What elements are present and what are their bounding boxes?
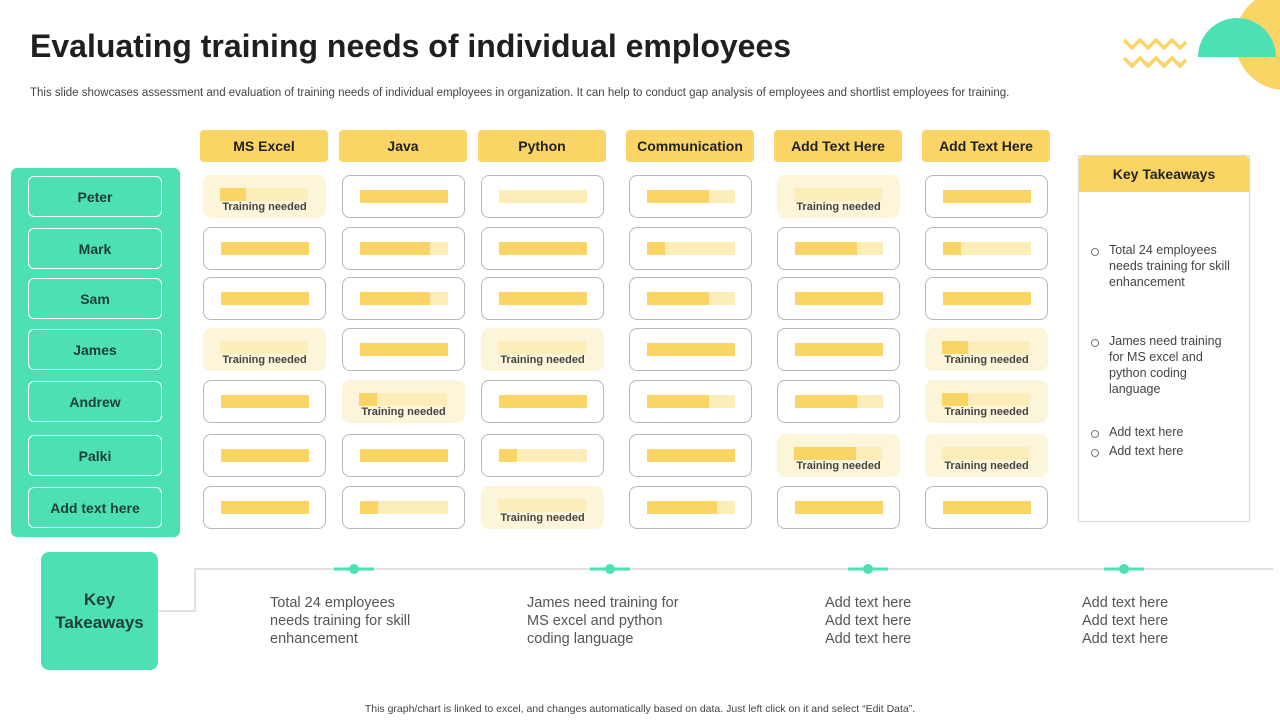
skill-cell (203, 277, 326, 320)
page-title: Evaluating training needs of individual employees (30, 28, 792, 64)
skill-cell (777, 486, 900, 529)
employee-name: Add text here (28, 487, 162, 528)
key-takeaway-item: Total 24 employees needs training for skill enhancement (1109, 243, 1230, 289)
skill-cell (925, 227, 1048, 270)
bottom-text-line: Add text here (825, 631, 912, 647)
skill-cell-training-needed (342, 380, 465, 423)
skill-bar-fill (795, 501, 883, 514)
skill-cell (203, 227, 326, 270)
skill-bar-track (499, 395, 587, 408)
column-header: MS Excel (200, 130, 328, 162)
skill-bar-fill (499, 242, 587, 255)
skill-cell (629, 277, 752, 320)
skill-bar-fill (943, 242, 961, 255)
skill-cell-training-needed (481, 328, 604, 371)
skill-bar-track (647, 501, 735, 514)
skill-bar-fill (943, 190, 1031, 203)
column-header: Python (478, 130, 606, 162)
skill-cell (777, 380, 900, 423)
skill-bar-track (795, 343, 883, 356)
key-takeaway-item: James need training for MS excel and python coding language (1109, 334, 1222, 396)
skill-bar-fill (359, 393, 377, 406)
skill-bar-track (942, 341, 1030, 354)
skill-bar-track (499, 190, 587, 203)
skill-bar-track (647, 242, 735, 255)
skill-cell-training-needed (777, 434, 900, 477)
skill-bar-track (499, 449, 587, 462)
skill-bar-fill (647, 242, 665, 255)
skill-bar-track (360, 501, 448, 514)
skill-bar-fill (360, 449, 448, 462)
skill-cell (342, 434, 465, 477)
skill-bar-fill (942, 393, 968, 406)
key-takeaways-box (41, 552, 158, 670)
skill-bar-track (647, 449, 735, 462)
skill-cell-training-needed (925, 380, 1048, 423)
bottom-takeaway-text (527, 594, 707, 648)
skill-cell (342, 486, 465, 529)
skill-bar-track (220, 188, 308, 201)
skill-cell (203, 434, 326, 477)
skill-bar-track (360, 343, 448, 356)
skill-bar-fill (943, 501, 1031, 514)
skill-bar-fill (360, 501, 378, 514)
skill-bar-track (794, 447, 882, 460)
skill-bar-track (943, 292, 1031, 305)
key-takeaways-panel-heading: Key Takeaways (1079, 156, 1249, 192)
skill-cell (629, 227, 752, 270)
skill-cell (629, 486, 752, 529)
skill-bar-track (647, 292, 735, 305)
skill-cell (203, 380, 326, 423)
skill-bar-track (795, 292, 883, 305)
skill-bar-track (795, 395, 883, 408)
key-takeaway-item: Add text here (1109, 444, 1184, 458)
skill-bar-fill (221, 242, 309, 255)
key-takeaways-panel (1078, 155, 1250, 522)
skill-cell (925, 486, 1048, 529)
skill-bar-fill (795, 242, 857, 255)
skill-bar-track (498, 341, 586, 354)
timeline-dot (1119, 564, 1129, 574)
training-needed-label: Training needed (796, 460, 881, 472)
footer-note: This graph/chart is linked to excel, and changes automatically based on data. Just left click on it and select “Edit Data”. (364, 703, 916, 715)
key-takeaway-item: Add text here (1109, 425, 1184, 439)
skill-bar-track (795, 242, 883, 255)
employee-name: Peter (28, 176, 162, 217)
skill-bar-track (221, 242, 309, 255)
skill-cell-training-needed (481, 486, 604, 529)
skill-cell (629, 328, 752, 371)
skill-bar-track (360, 449, 448, 462)
bottom-takeaway-text (1082, 594, 1262, 648)
bottom-takeaway-text (825, 594, 1005, 648)
skill-bar-fill (360, 242, 430, 255)
key-takeaways-heading-line: Takeaways (55, 613, 144, 632)
timeline-dot (605, 564, 615, 574)
skill-bar-fill (221, 449, 309, 462)
skill-bar-fill (220, 188, 246, 201)
training-needed-label: Training needed (222, 201, 307, 213)
skill-bar-fill (647, 395, 709, 408)
skill-cell (481, 277, 604, 320)
page-subtitle: This slide showcases assessment and evaluation of training needs of individual employees in organization. It can help to conduct gap analysis of employees and shortlist employees for training. (30, 87, 1010, 99)
bullet-icon (1091, 430, 1099, 438)
skill-cell (777, 277, 900, 320)
skill-bar-track (221, 395, 309, 408)
bottom-text-line: Total 24 employees (270, 595, 395, 611)
skill-bar-track (647, 190, 735, 203)
zigzag-decoration (1124, 58, 1186, 66)
skill-cell (777, 328, 900, 371)
skill-bar-fill (360, 292, 430, 305)
column-header: Add Text Here (922, 130, 1050, 162)
skill-bar-fill (943, 292, 1031, 305)
bottom-text-line: enhancement (270, 631, 358, 647)
skill-bar-track (943, 190, 1031, 203)
skill-bar-fill (647, 190, 709, 203)
skill-cell-training-needed (925, 434, 1048, 477)
training-needed-label: Training needed (500, 512, 585, 524)
zigzag-decoration (1124, 40, 1186, 48)
bottom-text-line: Add text here (825, 613, 912, 629)
skill-bar-fill (795, 292, 883, 305)
skill-bar-fill (942, 341, 968, 354)
skill-bar-track (359, 393, 447, 406)
skill-bar-fill (499, 395, 587, 408)
skill-bar-track (647, 343, 735, 356)
skill-bar-track (943, 242, 1031, 255)
skill-bar-track (360, 292, 448, 305)
skill-bar-track (499, 292, 587, 305)
bullet-icon (1091, 339, 1099, 347)
bottom-text-line: Add text here (825, 595, 912, 611)
employee-name: Andrew (28, 381, 162, 422)
skill-bar-track (795, 501, 883, 514)
skill-cell (629, 175, 752, 218)
skill-bar-track (221, 292, 309, 305)
skill-bar-fill (795, 343, 883, 356)
bottom-text-line: Add text here (1082, 631, 1169, 647)
training-needed-label: Training needed (944, 354, 1029, 366)
bottom-takeaway-text (270, 594, 450, 648)
skill-bar-track (220, 341, 308, 354)
skill-bar-fill (360, 190, 448, 203)
skill-bar-track (647, 395, 735, 408)
skill-bar-track (498, 499, 586, 512)
training-needed-label: Training needed (361, 406, 446, 418)
bottom-text-line: Add text here (1082, 613, 1169, 629)
skill-cell (481, 380, 604, 423)
skill-bar-fill (499, 449, 517, 462)
bottom-text-line: James need training for (527, 595, 679, 611)
skill-cell (481, 227, 604, 270)
bottom-text-line: needs training for skill (270, 613, 411, 629)
training-needed-label: Training needed (500, 354, 585, 366)
skill-cell (629, 434, 752, 477)
employee-name: Sam (28, 278, 162, 319)
skill-cell-training-needed (925, 328, 1048, 371)
skill-cell (481, 434, 604, 477)
skill-bar-track (942, 447, 1030, 460)
skill-bar-fill (795, 395, 857, 408)
skill-bar-fill (794, 447, 856, 460)
column-header: Add Text Here (774, 130, 902, 162)
bottom-text-line: MS excel and python (527, 613, 663, 629)
bullet-icon (1091, 449, 1099, 457)
skill-cell (925, 175, 1048, 218)
skill-bar-fill (499, 292, 587, 305)
employee-name: James (28, 329, 162, 370)
skill-cell (481, 175, 604, 218)
decorative-shapes (1110, 0, 1280, 90)
skill-cell (342, 227, 465, 270)
skill-bar-fill (221, 395, 309, 408)
skill-bar-fill (647, 343, 735, 356)
skill-cell (203, 486, 326, 529)
employee-name: Mark (28, 228, 162, 269)
skill-bar-track (943, 501, 1031, 514)
skill-cell (629, 380, 752, 423)
skill-cell (342, 277, 465, 320)
training-needed-label: Training needed (796, 201, 881, 213)
skill-bar-track (360, 242, 448, 255)
skill-bar-track (360, 190, 448, 203)
skill-bar-fill (360, 343, 448, 356)
bullet-icon (1091, 248, 1099, 256)
skill-cell (342, 328, 465, 371)
skill-bar-fill (221, 501, 309, 514)
bottom-text-line: coding language (527, 631, 634, 647)
training-needed-label: Training needed (222, 354, 307, 366)
skill-cell-training-needed (203, 175, 326, 218)
training-needed-label: Training needed (944, 406, 1029, 418)
skill-cell (342, 175, 465, 218)
employee-name: Palki (28, 435, 162, 476)
column-header: Java (339, 130, 467, 162)
skill-cell (777, 227, 900, 270)
skill-bar-track (794, 188, 882, 201)
timeline-dot (349, 564, 359, 574)
training-needed-label: Training needed (944, 460, 1029, 472)
skill-bar-fill (647, 501, 717, 514)
timeline-dot (863, 564, 873, 574)
skill-bar-track (942, 393, 1030, 406)
skill-bar-track (221, 501, 309, 514)
skill-bar-fill (647, 449, 735, 462)
skill-cell-training-needed (777, 175, 900, 218)
skill-bar-track (499, 242, 587, 255)
column-header: Communication (626, 130, 754, 162)
skill-cell (925, 277, 1048, 320)
skill-bar-fill (647, 292, 709, 305)
key-takeaways-heading-line: Key (83, 590, 116, 609)
skill-bar-fill (221, 292, 309, 305)
bottom-text-line: Add text here (1082, 595, 1169, 611)
skill-cell-training-needed (203, 328, 326, 371)
skill-bar-track (221, 449, 309, 462)
